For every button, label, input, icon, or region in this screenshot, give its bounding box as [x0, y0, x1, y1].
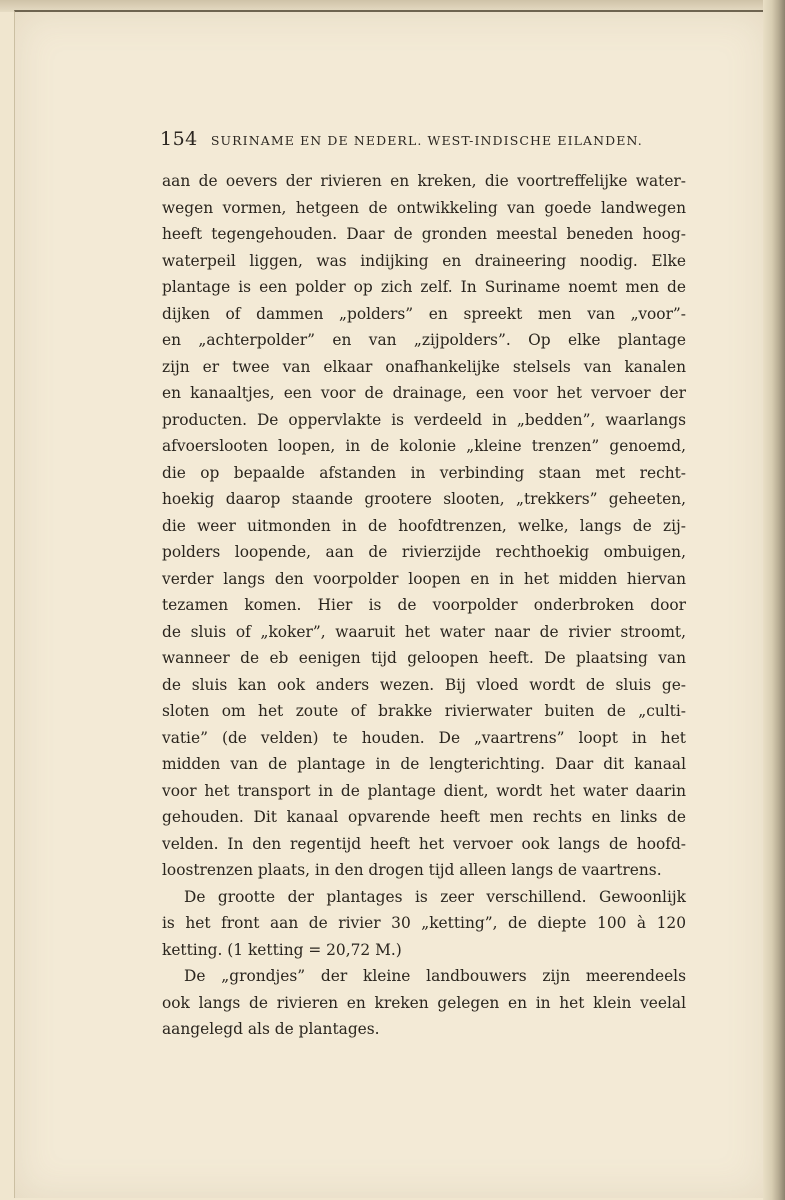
- text-line: aangelegd als de plantages.: [162, 1020, 380, 1038]
- running-title: SURINAME EN DE NEDERL. WEST-INDISCHE EILANDEN.: [210, 133, 643, 148]
- text-line: loostrenzen plaats, in den drogen tijd alleen langs de vaartrens.: [162, 861, 662, 879]
- paragraph: [162, 168, 686, 884]
- text-line: en „achterpolder” en van „zijpolders”. Op elke plantage: [162, 331, 686, 349]
- text-line: tezamen komen. Hier is de voorpolder onderbroken door: [162, 596, 686, 614]
- text-line: vatie” (de velden) te houden. De „vaartrens” loopt in het: [162, 728, 686, 747]
- text-line: de sluis of „koker”, waaruit het water naar de rivier stroomt,: [162, 622, 686, 641]
- text-line: de sluis kan ook anders wezen. Bij vloed wordt de sluis ge-: [162, 675, 686, 694]
- text-line: De „grondjes” der kleine landbouwers zijn meerendeels: [184, 967, 686, 985]
- book-spine-shadow: [763, 0, 785, 1200]
- text-line: ook langs de rivieren en kreken gelegen en in het klein veelal: [162, 993, 686, 1012]
- text-line: De grootte der plantages is zeer verschillend. Gewoonlijk: [184, 887, 686, 906]
- page-number: 154: [160, 128, 198, 150]
- text-line: sloten om het zoute of brakke rivierwater buiten de „culti-: [162, 702, 686, 720]
- text-line: wegen vormen, hetgeen de ontwikkeling van goede landwegen: [162, 198, 686, 217]
- text-line: polders loopende, aan de rivierzijde rechthoekig ombuigen,: [162, 543, 686, 561]
- text-line: zijn er twee van elkaar onafhankelijke stelsels van kanalen: [162, 357, 686, 376]
- text-line: verder langs den voorpolder loopen en in het midden hiervan: [162, 569, 686, 588]
- text-line: heeft tegengehouden. Daar de gronden meestal beneden hoog-: [162, 225, 686, 243]
- text-line: die weer uitmonden in de hoofdtrenzen, welke, langs de zij-: [162, 516, 686, 535]
- text-line: aan de oevers der rivieren en kreken, die voortreffelijke water-: [162, 172, 686, 190]
- text-line: wanneer de eb eenigen tijd geloopen heeft. De plaatsing van: [162, 649, 686, 667]
- text-line: producten. De oppervlakte is verdeeld in „bedden”, waarlangs: [162, 410, 686, 429]
- text-line: midden van de plantage in de lengterichting. Daar dit kanaal: [162, 755, 686, 773]
- text-line: en kanaaltjes, een voor de drainage, een voor het vervoer der: [162, 384, 686, 402]
- text-line: ketting. (1 ketting = 20,72 M.): [162, 940, 402, 959]
- text-line: is het front aan de rivier 30 „ketting”, de diepte 100 à 120: [162, 914, 686, 932]
- text-line: velden. In den regentijd heeft het vervoer ook langs de hoofd-: [162, 834, 686, 853]
- running-header: [160, 128, 680, 150]
- text-line: voor het transport in de plantage dient, wordt het water daarin: [162, 781, 686, 800]
- text-line: gehouden. Dit kanaal opvarende heeft men rechts en links de: [162, 808, 686, 826]
- body-text: [162, 168, 686, 1043]
- text-line: dijken of dammen „polders” en spreekt men van „voor”-: [162, 304, 686, 323]
- text-line: die op bepaalde afstanden in verbinding staan met recht-: [162, 463, 686, 482]
- paragraph: [162, 963, 686, 1043]
- text-line: waterpeil liggen, was indijking en draineering noodig. Elke: [162, 251, 686, 270]
- paragraph: [162, 884, 686, 964]
- text-line: plantage is een polder op zich zelf. In Suriname noemt men de: [162, 278, 686, 296]
- text-line: afvoerslooten loopen, in de kolonie „kleine trenzen” genoemd,: [162, 437, 686, 455]
- text-line: hoekig daarop staande grootere slooten, „trekkers” geheeten,: [162, 490, 686, 508]
